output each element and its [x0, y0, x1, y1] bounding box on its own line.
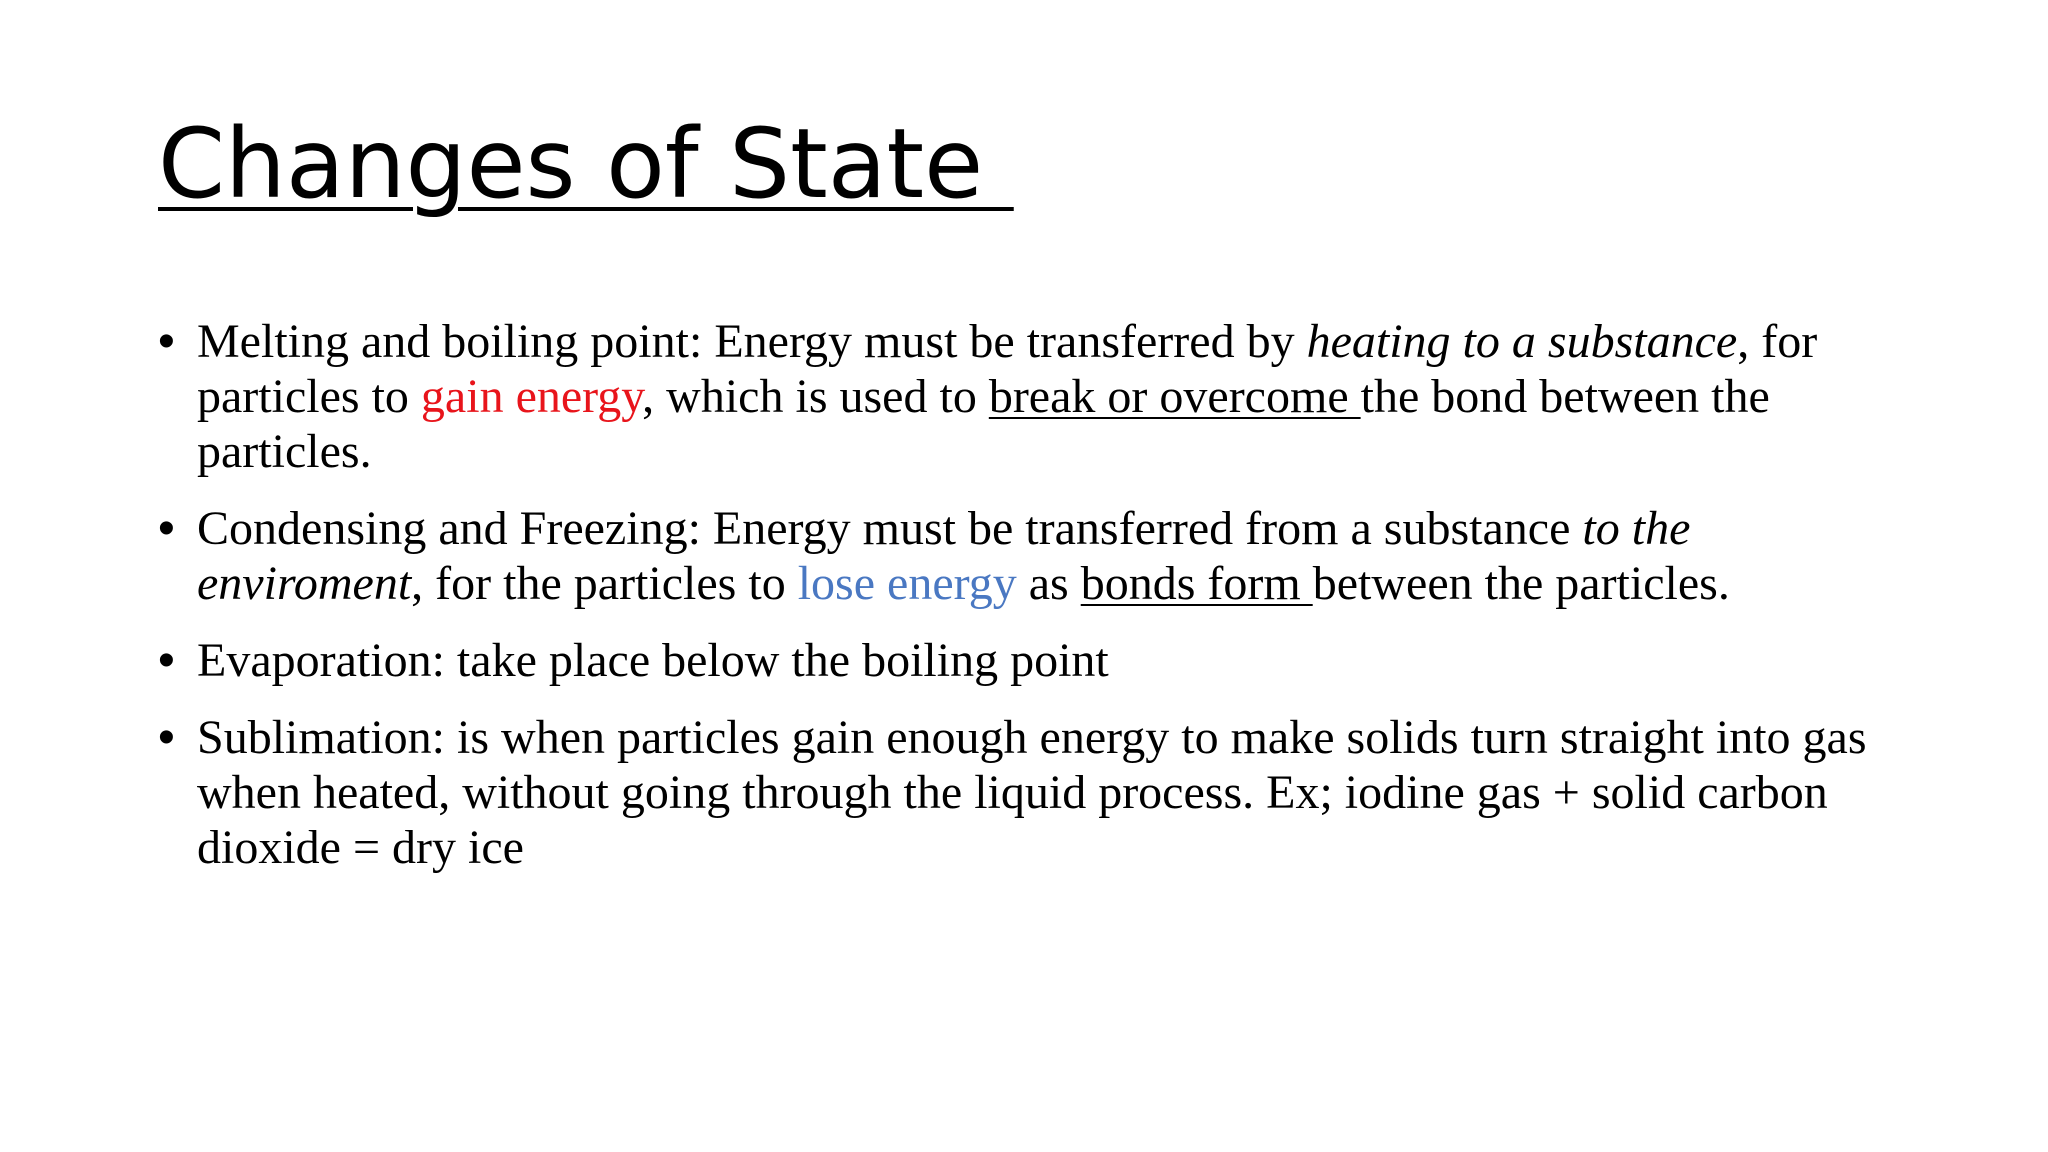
highlight-gain-energy: gain energy: [420, 370, 643, 423]
bullet-text: between the particles.: [1312, 557, 1730, 610]
bullet-dot-icon: •: [158, 711, 175, 764]
highlight-lose-energy: lose energy: [797, 557, 1017, 610]
bullet-text: as: [1016, 557, 1081, 610]
bullet-list: [158, 314, 1898, 897]
bullet-condensing-freezing: [158, 501, 1898, 611]
bullet-sublimation: [158, 710, 1898, 875]
slide-title: Changes of State: [158, 108, 1014, 220]
bullet-text: Melting and boiling point: Energy must be transferred by: [197, 315, 1307, 368]
bullet-text: , for particles to: [197, 315, 1818, 423]
bullet-text: Evaporation: take place below the boiling point: [197, 634, 1109, 687]
underlined-text: bonds form: [1080, 557, 1313, 610]
bullet-dot-icon: •: [158, 634, 175, 687]
bullet-melting-boiling: [158, 314, 1898, 479]
bullet-text: , which is used to: [642, 370, 989, 423]
bullet-evaporation: [158, 633, 1898, 688]
bullet-dot-icon: •: [158, 502, 175, 555]
bullet-text: Sublimation: is when particles gain enough energy to make solids turn straight into gas when heated, without going through the liquid process. Ex; iodine gas + solid carbon dioxide = dry ice: [197, 711, 1867, 874]
bullet-text: , for the particles to: [411, 557, 798, 610]
underlined-text: break or overcome: [988, 370, 1361, 423]
italic-text: heating to a substance: [1306, 315, 1738, 368]
bullet-text: the bond between the particles.: [197, 370, 1770, 478]
italic-text: to the enviroment: [197, 502, 1691, 610]
bullet-dot-icon: •: [158, 315, 175, 368]
bullet-text: Condensing and Freezing: Energy must be transferred from a substance: [197, 502, 1583, 555]
